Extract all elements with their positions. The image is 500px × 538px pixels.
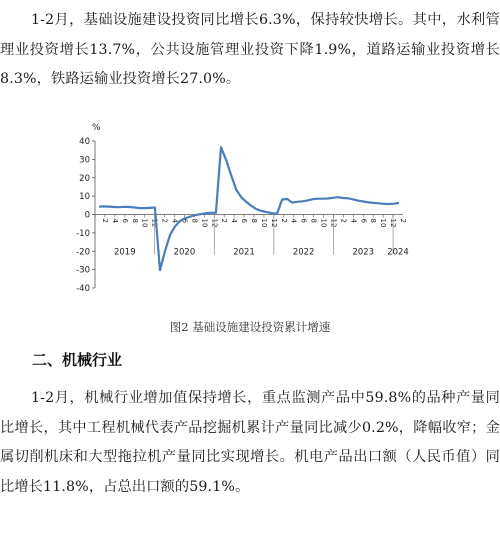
x-tick-label: 2 xyxy=(399,218,408,223)
x-tick-label: 6 xyxy=(180,218,189,223)
x-tick-label: 10 xyxy=(200,218,209,228)
x-tick-label: 12 xyxy=(210,218,219,228)
year-label: 2023 xyxy=(352,247,375,258)
x-tick-label: 12 xyxy=(329,218,338,228)
x-tick-label: 2 xyxy=(100,218,109,223)
x-tick-label: 2 xyxy=(160,218,169,223)
year-label: 2022 xyxy=(292,247,315,258)
y-tick-label: 40 xyxy=(79,137,90,147)
infrastructure-investment-chart xyxy=(0,123,500,294)
year-label: 2024 xyxy=(387,247,409,258)
x-tick-label: 8 xyxy=(190,218,199,223)
x-tick-label: 4 xyxy=(110,218,119,223)
x-tick-label: 6 xyxy=(120,218,129,223)
y-tick-label: 0 xyxy=(84,210,90,221)
x-tick-label: 2 xyxy=(339,218,348,223)
x-tick-label: 12 xyxy=(389,218,398,228)
x-tick-label: 6 xyxy=(359,218,368,223)
machinery-paragraph: 1-2月，机械行业增加值保持增长，重点监测产品中59.8%的品种产量同比增长，其中工程机械代表产品挖掘机累计产量同比减少0.2%，降幅收窄；金属切削机床和大型拖拉机产量同比实现增长。机电产品出口额（人民币值）同比增长11.8%，占总出口额的59.1%。 xyxy=(0,390,500,495)
chart-axes xyxy=(76,123,409,294)
x-tick-label: 6 xyxy=(299,218,308,223)
figure-caption: 图2 基础设施建设投资累计增速 xyxy=(169,320,331,334)
x-tick-label: 2 xyxy=(279,218,288,223)
x-tick-label: 4 xyxy=(230,218,239,223)
x-tick-label: 2 xyxy=(220,218,229,223)
x-tick-label: 10 xyxy=(319,218,328,228)
x-tick-label: 8 xyxy=(369,218,378,223)
y-tick-label: -10 xyxy=(76,228,90,239)
x-tick-label: 8 xyxy=(130,218,139,223)
x-tick-label: 12 xyxy=(150,218,159,228)
x-tick-label: 6 xyxy=(240,218,249,223)
x-tick-label: 10 xyxy=(379,218,388,228)
y-tick-label: 30 xyxy=(79,155,90,166)
x-tick-label: 4 xyxy=(170,218,179,223)
y-tick-label: 10 xyxy=(79,192,90,203)
intro-paragraph: 1-2月，基础设施建设投资同比增长6.3%，保持较快增长。其中，水利管理业投资增长13.7%，公共设施管理业投资下降1.9%，道路运输业投资增长8.3%，铁路运输业投资增长27.0%。 xyxy=(0,12,500,87)
x-tick-label: 12 xyxy=(269,218,278,228)
y-tick-label: -30 xyxy=(76,265,90,276)
x-tick-label: 8 xyxy=(309,218,318,223)
y-tick-label: -40 xyxy=(76,284,90,294)
x-tick-label: 8 xyxy=(250,218,258,223)
x-tick-label: 10 xyxy=(259,218,268,228)
y-unit-label: % xyxy=(92,123,101,133)
year-label: 2019 xyxy=(113,247,136,258)
section-heading: 二、机械行业 xyxy=(32,351,123,369)
year-label: 2021 xyxy=(233,247,255,258)
x-tick-label: 4 xyxy=(289,218,298,223)
year-label: 2020 xyxy=(173,247,196,258)
y-tick-label: -20 xyxy=(76,247,90,258)
y-tick-label: 20 xyxy=(79,173,90,184)
x-tick-label: 10 xyxy=(140,218,149,228)
x-tick-label: 4 xyxy=(349,218,358,223)
